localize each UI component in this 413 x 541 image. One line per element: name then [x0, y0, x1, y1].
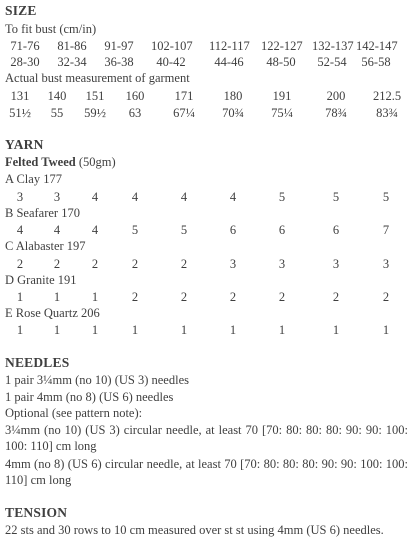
size-cell: 70¾ [222, 106, 244, 120]
ball-count: 4 [180, 190, 188, 204]
ball-count: 6 [229, 223, 237, 237]
size-cell: 142-147 [356, 39, 398, 53]
ball-count: 2 [278, 290, 286, 304]
ball-count: 5 [382, 190, 390, 204]
ball-count: 3 [382, 257, 390, 271]
size-cell: 191 [272, 89, 292, 103]
size-cell: 36-38 [104, 55, 134, 69]
ball-count: 1 [229, 323, 237, 337]
size-cell: 200 [326, 89, 346, 103]
ball-count: 6 [278, 223, 286, 237]
size-cell: 52-54 [317, 55, 347, 69]
size-cell: 132-137 [312, 39, 354, 53]
yarn-type [5, 154, 116, 170]
ball-count: 5 [332, 190, 340, 204]
ball-count: 2 [131, 290, 139, 304]
ball-count: 2 [180, 257, 188, 271]
yarn-color-name: E Rose Quartz 206 [5, 306, 100, 320]
ball-count: 4 [131, 190, 139, 204]
ball-count: 2 [180, 290, 188, 304]
yarn-color-name: A Clay 177 [5, 172, 62, 186]
yarn-type-weight: (50gm) [75, 155, 116, 169]
ball-count: 1 [91, 323, 99, 337]
ball-count: 2 [131, 257, 139, 271]
actual-bust-label: Actual bust measurement of garment [5, 71, 190, 85]
needle-line: Optional (see pattern note): [5, 406, 143, 420]
size-cell: 71-76 [10, 39, 40, 53]
ball-count: 1 [131, 323, 139, 337]
tension-text: 22 sts and 30 rows to 10 cm measured over st st using 4mm (US 6) needles. [5, 523, 384, 537]
yarn-color-name: B Seafarer 170 [5, 206, 80, 220]
size-cell: 112-117 [209, 39, 250, 53]
ball-count: 3 [16, 190, 24, 204]
ball-count: 2 [91, 257, 99, 271]
size-cell: 83¾ [376, 106, 398, 120]
size-cell: 151 [85, 89, 105, 103]
ball-count: 1 [91, 290, 99, 304]
size-cell: 122-127 [261, 39, 303, 53]
size-cell: 40-42 [156, 55, 186, 69]
size-heading: SIZE [5, 3, 37, 18]
size-cell: 63 [128, 106, 142, 120]
tension-heading: TENSION [5, 505, 68, 520]
ball-count: 5 [278, 190, 286, 204]
ball-count: 1 [16, 323, 24, 337]
yarn-type-name: Felted Tweed [5, 155, 76, 169]
ball-count: 1 [180, 323, 188, 337]
ball-count: 4 [53, 223, 61, 237]
ball-count: 2 [382, 290, 390, 304]
size-cell: 59½ [84, 106, 106, 120]
size-cell: 56-58 [361, 55, 391, 69]
ball-count: 3 [229, 257, 237, 271]
size-cell: 180 [223, 89, 243, 103]
size-cell: 160 [125, 89, 145, 103]
yarn-color-row [0, 256, 413, 272]
size-cell: 140 [47, 89, 67, 103]
size-cell: 78¾ [325, 106, 347, 120]
ball-count: 5 [180, 223, 188, 237]
ball-count: 2 [229, 290, 237, 304]
ball-count: 2 [16, 257, 24, 271]
yarn-color-row [0, 189, 413, 205]
actual-bust-in-row [0, 105, 413, 121]
ball-count: 3 [278, 257, 286, 271]
size-cell: 81-86 [57, 39, 87, 53]
size-cell: 171 [174, 89, 194, 103]
ball-count: 2 [53, 257, 61, 271]
ball-count: 3 [53, 190, 61, 204]
ball-count: 4 [16, 223, 24, 237]
size-cell: 55 [50, 106, 64, 120]
size-cell: 75¼ [271, 106, 293, 120]
ball-count: 4 [91, 190, 99, 204]
ball-count: 5 [131, 223, 139, 237]
size-cell: 67¼ [173, 106, 195, 120]
size-cell: 51½ [9, 106, 31, 120]
ball-count: 3 [332, 257, 340, 271]
size-cell: 131 [10, 89, 30, 103]
fit-bust-in-row [0, 54, 413, 70]
size-cell: 28-30 [10, 55, 40, 69]
yarn-heading: YARN [5, 137, 44, 152]
size-cell: 212.5 [372, 89, 402, 103]
size-cell: 44-46 [214, 55, 244, 69]
ball-count: 1 [53, 323, 61, 337]
ball-count: 1 [332, 323, 340, 337]
yarn-color-row [0, 289, 413, 305]
ball-count: 4 [91, 223, 99, 237]
circular-needle-2: 4mm (no 8) (US 6) circular needle, at least 70 [70: 80: 80: 80: 90: 90: 100: 100: 110] cm long [5, 457, 408, 488]
needles-heading: NEEDLES [5, 355, 70, 370]
actual-bust-cm-row [0, 88, 413, 104]
ball-count: 7 [382, 223, 390, 237]
ball-count: 1 [53, 290, 61, 304]
fit-bust-cm-row [0, 38, 413, 54]
size-cell: 48-50 [266, 55, 296, 69]
yarn-color-name: D Granite 191 [5, 273, 77, 287]
ball-count: 6 [332, 223, 340, 237]
ball-count: 2 [332, 290, 340, 304]
size-cell: 32-34 [57, 55, 87, 69]
yarn-color-row [0, 222, 413, 238]
fit-bust-label: To fit bust (cm/in) [5, 22, 97, 36]
ball-count: 1 [382, 323, 390, 337]
circular-needle-1: 3¼mm (no 10) (US 3) circular needle, at least 70 [70: 80: 80: 80: 90: 90: 100: 100: 110] cm long [5, 423, 408, 454]
yarn-color-row [0, 322, 413, 338]
yarn-color-name: C Alabaster 197 [5, 239, 86, 253]
size-cell: 102-107 [151, 39, 193, 53]
ball-count: 1 [16, 290, 24, 304]
needle-line: 1 pair 3¼mm (no 10) (US 3) needles [5, 373, 189, 387]
size-cell: 91-97 [104, 39, 134, 53]
needle-line: 1 pair 4mm (no 8) (US 6) needles [5, 390, 174, 404]
ball-count: 1 [278, 323, 286, 337]
ball-count: 4 [229, 190, 237, 204]
